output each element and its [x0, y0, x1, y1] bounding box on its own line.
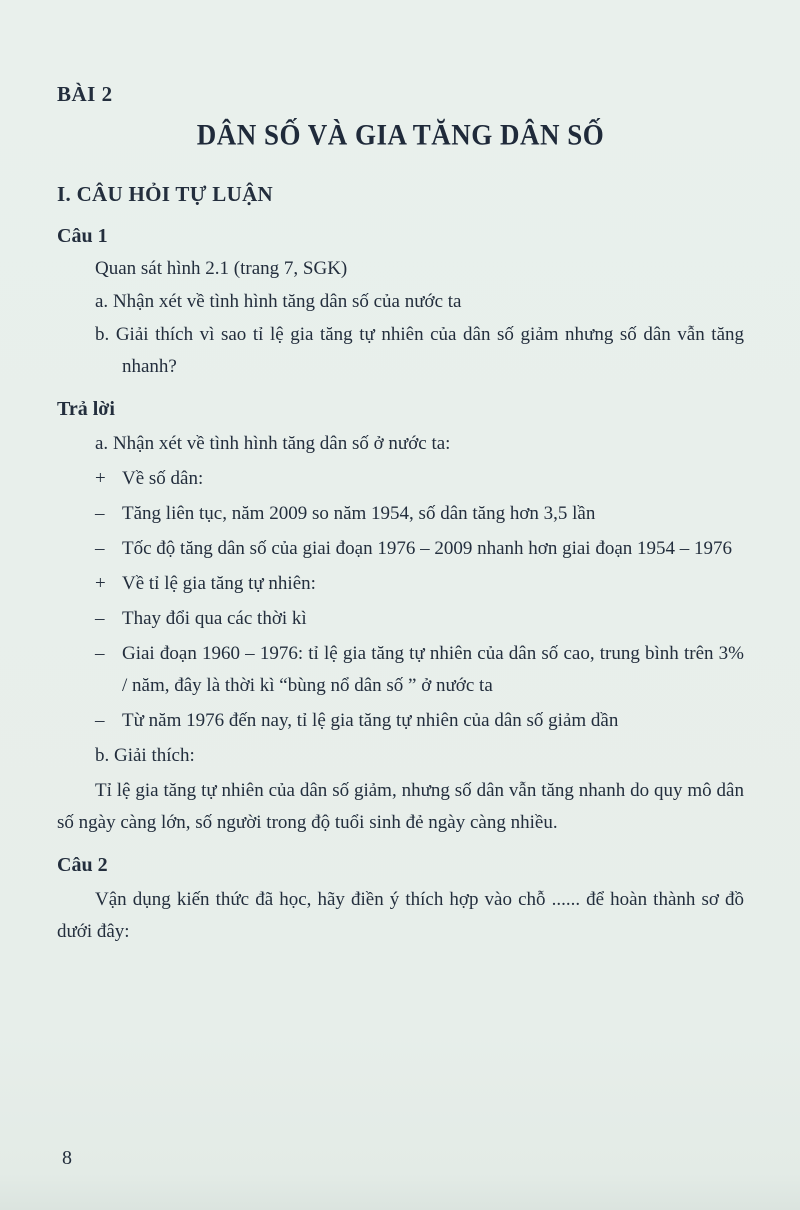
answer-point-growth-speed: [95, 533, 744, 565]
answer-part-a: [95, 428, 744, 460]
answer-part-b: [95, 740, 744, 772]
lesson-label: BÀI 2: [57, 82, 113, 106]
dash-marker: –: [95, 538, 105, 559]
answer-point-text: Tốc độ tăng dân số của giai đoạn 1976 – 2009 nhanh hơn giai đoạn 1954 – 1976: [122, 538, 733, 559]
answer-explanation-paragraph: Tỉ lệ gia tăng tự nhiên của dân số giảm, nhưng số dân vẫn tăng nhanh do quy mô dân số ngày càng lớn, số người trong độ tuổi sinh đẻ ngày càng nhiều.: [57, 780, 744, 833]
question-1-item-a: [95, 286, 744, 318]
item-a-text: Nhận xét về tình hình tăng dân số của nước ta: [112, 291, 462, 312]
section-heading-essay-questions: I. CÂU HỎI TỰ LUẬN: [57, 182, 274, 206]
dash-marker: –: [95, 503, 105, 524]
answer-point-text: Tăng liên tục, năm 2009 so năm 1954, số dân tăng hơn 3,5 lần: [122, 503, 596, 524]
answer-point-text: Thay đổi qua các thời kì: [122, 608, 307, 629]
item-b-label: b.: [95, 324, 110, 345]
answer-point-text: Giai đoạn 1960 – 1976: tỉ lệ gia tăng tự nhiên của dân số cao, trung bình trên 3% / năm, đây là thời kì “bùng nổ dân số ” ở nước ta: [122, 643, 744, 696]
answer-heading: Trả lời: [57, 398, 115, 420]
dash-marker: –: [95, 710, 105, 731]
answer-point-decline-since-1976: [95, 705, 744, 737]
item-a-label: a.: [95, 291, 109, 312]
answer-point-baby-boom: [95, 638, 744, 702]
dash-marker: –: [95, 643, 105, 664]
answer-part-b-text: Giải thích:: [114, 745, 195, 766]
answer-point-text: Từ năm 1976 đến nay, tỉ lệ gia tăng tự nhiên của dân số giảm dần: [122, 710, 619, 731]
question-1-intro: Quan sát hình 2.1 (trang 7, SGK): [95, 258, 348, 279]
dash-marker: –: [95, 608, 105, 629]
question-2-heading: Câu 2: [57, 854, 108, 876]
answer-point-text: Về tỉ lệ gia tăng tự nhiên:: [122, 573, 316, 594]
answer-point-text: Về số dân:: [122, 468, 204, 489]
plus-marker: +: [95, 468, 106, 489]
answer-part-b-label: b.: [95, 745, 110, 766]
answer-point-population: [95, 463, 744, 495]
answer-point-continuous-increase: [95, 498, 744, 530]
answer-point-natural-growth-rate: [95, 568, 744, 600]
item-b-text: Giải thích vì sao tỉ lệ gia tăng tự nhiên của dân số giảm nhưng số dân vẫn tăng nhanh?: [115, 324, 745, 377]
answer-part-a-text: Nhận xét về tình hình tăng dân số ở nước ta:: [112, 433, 451, 454]
answer-point-changes-over-time: [95, 603, 744, 635]
page-number: 8: [62, 1147, 72, 1169]
question-1-heading: Câu 1: [57, 225, 108, 247]
plus-marker: +: [95, 573, 106, 594]
answer-part-a-label: a.: [95, 433, 109, 454]
page-title: DÂN SỐ VÀ GIA TĂNG DÂN SỐ: [196, 118, 605, 152]
question-1-item-b: [95, 319, 745, 383]
question-2-intro: Vận dụng kiến thức đã học, hãy điền ý thích hợp vào chỗ ...... để hoàn thành sơ đồ dưới đây:: [57, 889, 744, 942]
